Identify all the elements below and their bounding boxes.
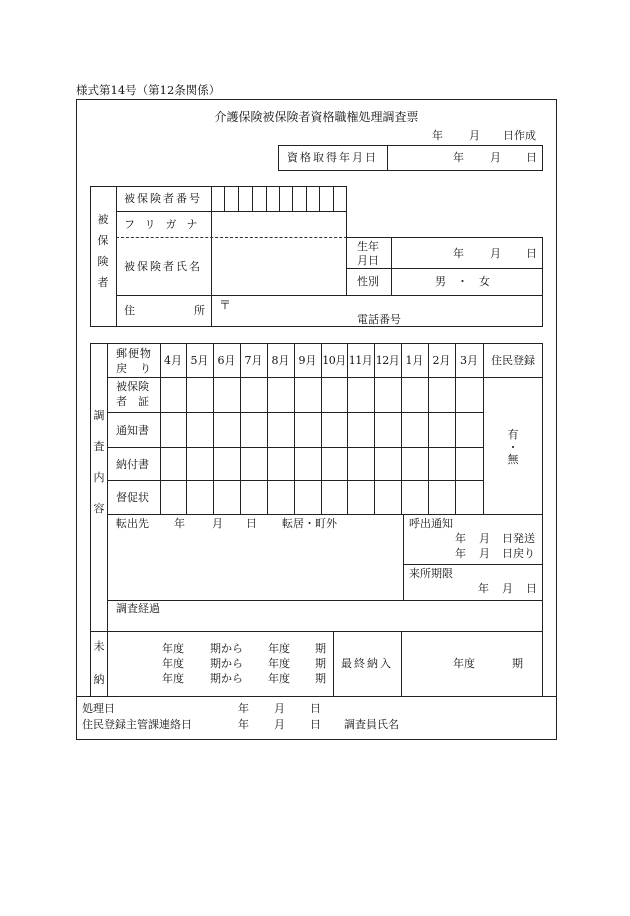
summons-sent-day[interactable]: 日発送 <box>502 532 535 545</box>
unpaid-row-3-from-year[interactable]: 年度 <box>162 672 184 685</box>
contact-year[interactable]: 年 <box>238 718 249 731</box>
investigator-name-label: 調査員氏名 <box>344 718 399 731</box>
frame-left <box>76 99 77 740</box>
month-header: 2月 <box>432 354 451 367</box>
phone-label: 電話番号 <box>357 313 401 326</box>
unpaid-row-3-to-term[interactable]: 期 <box>315 672 326 685</box>
survey-progress-label: 調査経過 <box>116 602 160 615</box>
payment-slip-label: 納付書 <box>116 458 149 471</box>
resident-yes[interactable]: 有 <box>507 428 519 441</box>
unpaid-row-2-to-year[interactable]: 年度 <box>268 657 290 670</box>
month-header: 12月 <box>375 354 400 367</box>
unpaid-row-2-from-year[interactable]: 年度 <box>162 657 184 670</box>
visit-deadline-day[interactable]: 日 <box>526 582 537 595</box>
certificate-label-2: 者 証 <box>116 395 149 408</box>
move-out-type[interactable]: 転居・町外 <box>282 517 337 530</box>
final-payment-term[interactable]: 期 <box>512 657 523 670</box>
unpaid-row-2-from-term[interactable]: 期から <box>210 657 243 670</box>
month-header: 5月 <box>190 354 209 367</box>
unpaid-section-label: 未 納 <box>93 640 105 686</box>
unpaid-row-3-to-year[interactable]: 年度 <box>268 672 290 685</box>
reminder-label: 督促状 <box>116 491 149 504</box>
mail-return-label-1: 郵便物 <box>116 347 152 360</box>
summons-return-month[interactable]: 月 <box>479 547 490 560</box>
resident-dot: ・ <box>507 441 519 454</box>
month-header: 7月 <box>244 354 263 367</box>
postal-mark: 〒 <box>219 298 232 312</box>
address-label-1: 住 <box>124 304 135 317</box>
unpaid-row-1-to-term[interactable]: 期 <box>315 642 326 655</box>
insured-number-label: 被保険者番号 <box>124 192 202 205</box>
month-header: 10月 <box>322 354 346 367</box>
summons-return-day[interactable]: 日戻り <box>502 547 535 560</box>
certificate-label-1: 被保険 <box>116 380 149 393</box>
frame-right <box>556 99 557 740</box>
acquisition-date-label: 資格取得年月日 <box>287 151 378 164</box>
birth-label-1: 生年 <box>357 240 379 253</box>
frame-bottom <box>76 739 557 740</box>
processing-date-label: 処理日 <box>82 702 115 715</box>
footer-divider <box>76 696 557 697</box>
survey-section-label: 調 査 内 容 <box>93 409 105 515</box>
form-number: 様式第14号（第12条関係） <box>76 83 221 97</box>
insured-name-label: 被保険者氏名 <box>124 260 202 273</box>
unpaid-row-1-from-year[interactable]: 年度 <box>162 642 184 655</box>
final-payment-label: 最終納入 <box>341 657 393 670</box>
contact-month[interactable]: 月 <box>274 718 285 731</box>
sex-value[interactable]: 男 ・ 女 <box>435 275 490 288</box>
mail-return-label-2: 戻 り <box>116 362 152 375</box>
unpaid-row-3-from-term[interactable]: 期から <box>210 672 243 685</box>
unpaid-row-1-to-year[interactable]: 年度 <box>268 642 290 655</box>
move-out-day[interactable]: 日 <box>246 517 257 530</box>
frame-top <box>76 99 557 100</box>
move-out-label: 転出先 <box>116 517 149 530</box>
unpaid-row-2-to-term[interactable]: 期 <box>315 657 326 670</box>
furigana-label: フリガナ <box>124 218 208 231</box>
summons-return-year[interactable]: 年 <box>455 547 466 560</box>
created-day: 日作成 <box>503 129 536 142</box>
final-payment-year[interactable]: 年度 <box>453 657 475 670</box>
processing-month[interactable]: 月 <box>274 702 285 715</box>
birth-month[interactable]: 月 <box>490 247 501 260</box>
month-header: 3月 <box>460 354 478 367</box>
sex-label: 性別 <box>357 275 379 288</box>
move-out-year[interactable]: 年 <box>174 517 185 530</box>
contact-date-label: 住民登録主管課連絡日 <box>82 718 192 731</box>
acquisition-year[interactable]: 年 <box>453 151 464 164</box>
visit-deadline-month[interactable]: 月 <box>502 582 513 595</box>
month-header: 1月 <box>405 354 424 367</box>
processing-year[interactable]: 年 <box>238 702 249 715</box>
summons-label: 呼出通知 <box>409 517 453 530</box>
visit-deadline-year[interactable]: 年 <box>478 582 489 595</box>
birth-day[interactable]: 日 <box>526 247 537 260</box>
contact-day[interactable]: 日 <box>310 718 321 731</box>
acquisition-day[interactable]: 日 <box>526 151 537 164</box>
month-header: 11月 <box>348 354 373 367</box>
acquisition-month[interactable]: 月 <box>490 151 501 164</box>
address-label-2: 所 <box>194 304 205 317</box>
month-header: 6月 <box>217 354 236 367</box>
birth-label-2: 月日 <box>357 254 379 267</box>
created-year: 年 <box>432 129 443 142</box>
notice-label: 通知書 <box>116 424 149 437</box>
month-header: 9月 <box>298 354 317 367</box>
insured-section-label: 被 保 険 者 <box>97 213 109 289</box>
summons-sent-year[interactable]: 年 <box>455 532 466 545</box>
month-header: 4月 <box>164 354 182 367</box>
move-out-month[interactable]: 月 <box>212 517 223 530</box>
month-header: 8月 <box>271 354 290 367</box>
processing-day[interactable]: 日 <box>310 702 321 715</box>
form-title: 介護保険被保険者資格職権処理調査票 <box>214 110 419 124</box>
visit-deadline-label: 来所期限 <box>409 567 453 580</box>
resident-no[interactable]: 無 <box>507 453 519 466</box>
birth-year[interactable]: 年 <box>453 247 464 260</box>
resident-registration-label: 住民登録 <box>491 354 535 367</box>
summons-sent-month[interactable]: 月 <box>479 532 490 545</box>
unpaid-row-1-from-term[interactable]: 期から <box>210 642 243 655</box>
created-month: 月 <box>469 129 480 142</box>
